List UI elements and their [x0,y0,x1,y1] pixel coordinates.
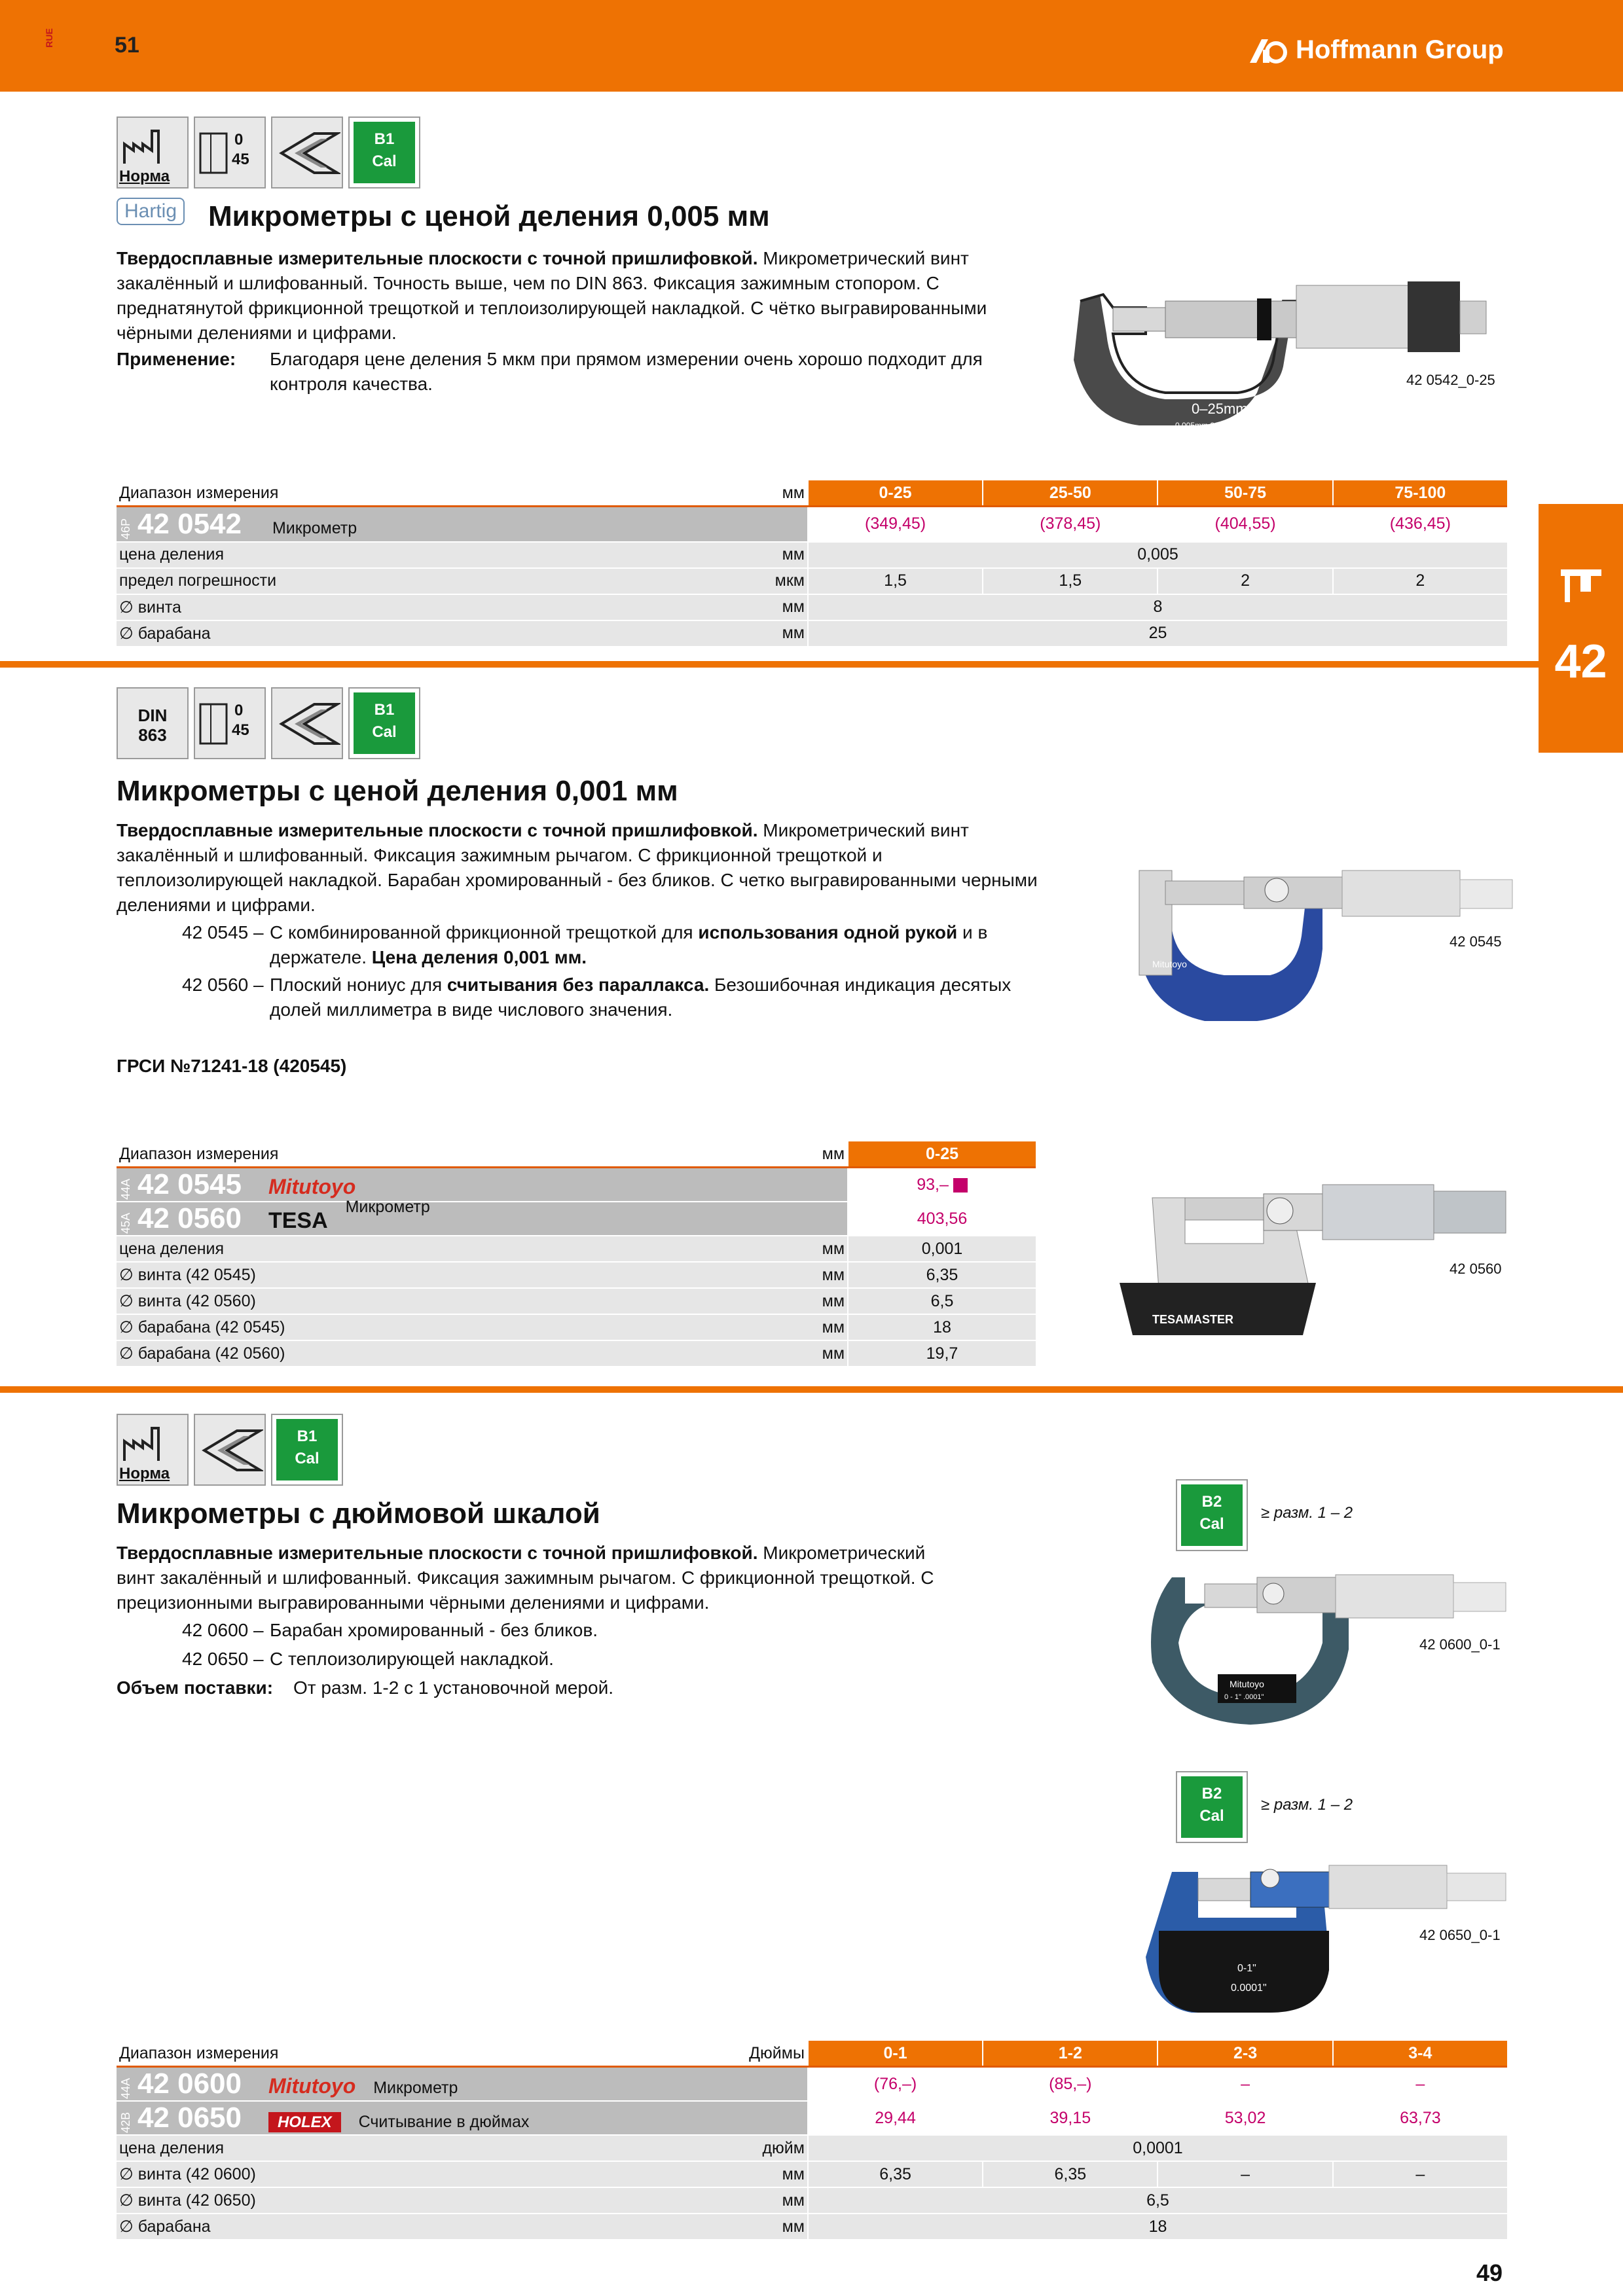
image-caption-42-0600: 42 0600_0-1 [1419,1636,1501,1653]
price: – [1158,2067,1332,2102]
row-unit: мм [742,2187,808,2214]
article-cell [117,2101,808,2135]
page-code: 51 [115,33,139,58]
range-col: 0-1 [808,2041,983,2067]
article-cell [117,2067,808,2102]
calibration-b1-icon [271,1414,343,1486]
row-value: 0,0001 [808,2135,1507,2161]
item-text: Барабан хромированный - без бликов. [270,1620,598,1640]
desc-bold: Твердосплавные измерительные плоскости с точной пришлифовкой. [117,248,758,268]
desc-rest: Микрометрический винт закалённый и шлифованный. Фиксация зажимным рычагом. С фрикционной трещоткой и теплоизолирующей накладкой. Барабан хромированный - без бликов. С четко выгравированными черными делениями и цифрами. [117,820,1038,915]
caliper-icon [1558,563,1604,609]
range-label: Диапазон измерения [117,480,742,507]
row-unit: мкм [742,568,808,594]
range-col: 50-75 [1158,480,1332,507]
row-value: – [1333,2161,1507,2187]
row-unit: мм [742,2161,808,2187]
article-name: Микрометр [272,518,357,537]
din-863-icon [117,687,189,759]
row-label: ∅ винта (42 0600) [117,2161,742,2187]
article-cell [117,1168,848,1202]
image-range-label: 0–25mm [1192,401,1248,417]
header-bar [0,0,1623,92]
article-prefix: 42B [119,2112,132,2134]
article-prefix: 45A [119,1213,132,1234]
image-label: 0 - 1" .0001" [1224,1693,1264,1701]
calibration-b2-icon [1176,1771,1248,1843]
price: (349,45) [808,507,983,542]
row-value: 8 [808,594,1507,620]
section1-title: Микрометры с ценой деления 0,005 мм [208,200,770,232]
row-value: 2 [1158,568,1332,594]
cal-class: B1 [374,130,395,148]
angle-icon [194,117,266,188]
article-prefix: 44A [119,1179,132,1200]
cal-label: Cal [372,152,397,170]
page-number: 49 [1476,2259,1503,2286]
row-value: – [1158,2161,1332,2187]
row-unit: мм [778,1288,848,1314]
price: – [1333,2067,1507,2102]
norma-label: Норма [119,168,170,185]
row-label: ∅ винта (42 0650) [117,2187,742,2214]
brand-name: Hoffmann Group [1296,35,1504,64]
angle-top: 0 [234,131,244,149]
row-label: цена деления [117,2135,742,2161]
row-label: ∅ винта (42 0545) [117,1262,778,1288]
article-number: 42 0600 [137,2068,242,2100]
image-brand: Mitutoyo [1230,1679,1264,1689]
text-part: и в держателе. [270,922,988,967]
range-unit: мм [778,1141,848,1168]
row-label: ∅ барабана (42 0560) [117,1340,778,1367]
range-unit: мм [742,480,808,507]
application-label: Применение: [117,349,236,369]
row-value: 0,001 [848,1236,1036,1262]
norma-icon [117,117,189,188]
row-value: 1,5 [983,568,1158,594]
range-unit: Дюймы [742,2041,808,2067]
text-bold: использования одной рукой [698,922,958,942]
mitutoyo-logo: Mitutoyo [268,2074,356,2098]
row-value: 6,5 [808,2187,1507,2214]
section3-title: Микрометры с дюймовой шкалой [117,1498,600,1530]
row-value: 1,5 [808,568,983,594]
size-note: ≥ разм. 1 – 2 [1261,1504,1353,1522]
row-label: цена деления [117,542,742,568]
item-text: С теплоизолирующей накладкой. [270,1649,554,1669]
cal-class: B1 [297,1427,318,1445]
range-col: 75-100 [1333,480,1507,507]
calibration-b1-icon [348,687,420,759]
cal-class: B1 [374,701,395,719]
section-separator [0,661,1539,668]
image-sub-label: 0,005mm 20°C [1175,421,1228,430]
image-caption-42-0650: 42 0650_0-1 [1419,1927,1501,1943]
image-caption-42-0560: 42 0560 [1450,1261,1502,1277]
din-label: DIN [137,706,168,725]
carbide-faces-icon [194,1414,266,1486]
holex-logo: HOLEX [268,2112,341,2132]
item-code: 42 0650 – [182,1649,264,1669]
item-code: 42 0545 – [182,922,264,942]
cal-label: Cal [372,723,397,741]
row-value: 0,005 [808,542,1507,568]
article-number: 42 0545 [137,1168,242,1200]
article-number: 42 0560 [137,1202,242,1234]
norma-icon [117,1414,189,1486]
row-value: 25 [808,620,1507,647]
calibration-b1-icon [348,117,420,188]
section1-description [117,246,1046,346]
cal-label: Cal [1199,1515,1224,1533]
row-unit: мм [742,620,808,647]
desc-bold: Твердосплавные измерительные плоскости с точной пришлифовкой. [117,820,758,840]
new-marker-icon [953,1178,968,1193]
item-text [270,920,1042,970]
price: (85,–) [983,2067,1158,2102]
text-part: Безошибочная индикация десятых долей миллиметра в виде числового значения. [270,975,1012,1020]
tesa-logo: TESA [268,1208,328,1233]
item-code: 42 0600 – [182,1620,264,1640]
row-unit: мм [778,1340,848,1367]
image-label: 0-1" [1237,1963,1256,1974]
row-value: 19,7 [848,1340,1036,1367]
row-value: 2 [1333,568,1507,594]
spec-table-42-0542 [117,480,1507,647]
range-col: 25-50 [983,480,1158,507]
range-label: Диапазон измерения [117,2041,742,2067]
range-col: 1-2 [983,2041,1158,2067]
section2-title: Микрометры с ценой деления 0,001 мм [117,775,678,807]
section-separator [0,1386,1623,1393]
norma-label: Норма [119,1465,170,1482]
image-brand: TESAMASTER [1152,1313,1234,1326]
article-prefix: 44A [119,2078,132,2100]
range-col: 3-4 [1333,2041,1507,2067]
spec-table-42-0600-0650 [117,2041,1507,2240]
range-col: 0-25 [808,480,983,507]
row-label: предел погрешности [117,568,742,594]
angle-top: 0 [234,702,244,719]
desc-rest: Микрометрический винт закалённый и шлифованный. Точность выше, чем по DIN 863. Фиксация зажимным стопором. С преднатянутой фрикционной трещоткой и теплоизолирующей накладкой. С чётко выгравированными чёрными делениями и цифрами. [117,248,987,343]
image-caption-42-0542: 42 0542_0-25 [1406,372,1495,388]
item-code: 42 0560 – [182,975,264,995]
row-label: цена деления [117,1236,778,1262]
row-label: ∅ барабана (42 0545) [117,1314,778,1340]
chapter-number: 42 [1554,636,1607,688]
row-unit: мм [742,2214,808,2240]
row-unit: мм [778,1262,848,1288]
row-value: 18 [848,1314,1036,1340]
row-value: 6,35 [848,1262,1036,1288]
price: 403,56 [848,1202,1036,1236]
row-unit: мм [742,542,808,568]
mitutoyo-logo: Mitutoyo [268,1175,356,1198]
row-value: 18 [808,2214,1507,2240]
article-cell [117,1198,848,1236]
price: 53,02 [1158,2101,1332,2135]
item-text [270,973,1042,1022]
calibration-b2-icon [1176,1479,1248,1551]
range-col: 0-25 [848,1141,1036,1168]
row-unit: мм [778,1314,848,1340]
row-unit: дюйм [742,2135,808,2161]
row-unit: мм [778,1236,848,1262]
price: (404,55) [1158,507,1332,542]
hoffmann-logo-icon [1247,34,1290,65]
article-prefix: 46P [119,518,132,540]
desc-rest: Микрометрический винт закалённый и шлифованный. Фиксация зажимным рычагом. С фрикционной трещоткой. С прецизионными выгравированными чёрными делениями и цифрами. [117,1543,934,1613]
chapter-tab[interactable] [1539,504,1623,753]
row-label: ∅ винта [117,594,742,620]
price: (76,–) [808,2067,983,2102]
article-name: Считывание в дюймах [358,2113,530,2131]
article-number: 42 0650 [137,2102,242,2134]
article-number: 42 0542 [137,507,242,540]
carbide-faces-icon [271,117,343,188]
row-value: 6,35 [808,2161,983,2187]
carbide-faces-icon [271,687,343,759]
price: 63,73 [1333,2101,1507,2135]
angle-bottom: 45 [232,721,249,739]
section2-description [117,818,1046,918]
price: (378,45) [983,507,1158,542]
angle-icon [194,687,266,759]
side-code: RUE [43,28,54,48]
angle-bottom: 45 [232,151,249,168]
image-sub-label: 0.0001" [1231,1982,1267,1994]
article-name: Микрометр [373,2079,458,2097]
spec-table-42-0545-0560 [117,1141,1036,1367]
range-label: Диапазон измерения [117,1141,778,1168]
row-unit: мм [742,594,808,620]
row-label: ∅ барабана [117,2214,742,2240]
row-label: ∅ барабана [117,620,742,647]
image-caption-42-0545: 42 0545 [1450,933,1502,950]
cal-label: Cal [1199,1807,1224,1825]
brand-tag-hartig: Hartig [117,198,185,225]
grsi-registration: ГРСИ №71241-18 (420545) [117,1056,347,1076]
text-part: Плоский нониус для [270,975,447,995]
row-value: 6,5 [848,1288,1036,1314]
article-cell [117,507,808,542]
cal-label: Cal [295,1450,319,1467]
cal-class: B2 [1201,1493,1222,1511]
din-number: 863 [138,725,167,745]
cal-class: B2 [1201,1785,1222,1803]
text-bold: считывания без параллакса. [447,975,710,995]
text-part: С комбинированной фрикционной трещоткой для [270,922,699,942]
row-value: 6,35 [983,2161,1158,2187]
supply-label: Объем поставки: [117,1677,274,1698]
article-name: Микрометр [345,1198,430,1216]
micrometer-42-0542-image [1041,262,1499,458]
row-label: ∅ винта (42 0560) [117,1288,778,1314]
price [848,1168,1036,1202]
desc-bold: Твердосплавные измерительные плоскости с точной пришлифовкой. [117,1543,758,1563]
range-col: 2-3 [1158,2041,1332,2067]
supply-text: От разм. 1-2 с 1 установочной мерой. [293,1677,613,1698]
price: 39,15 [983,2101,1158,2135]
application-text: Благодаря цене деления 5 мкм при прямом измерении очень хорошо подходит для контроля качества. [270,349,983,394]
text-bold: Цена деления 0,001 мм. [371,947,587,967]
section3-description [117,1541,968,1615]
price-value: 93,– [917,1175,949,1194]
size-note: ≥ разм. 1 – 2 [1261,1796,1353,1814]
price: 29,44 [808,2101,983,2135]
image-brand: Mitutoyo [1152,959,1187,969]
hoffmann-logo [1247,30,1504,69]
price: (436,45) [1333,507,1507,542]
